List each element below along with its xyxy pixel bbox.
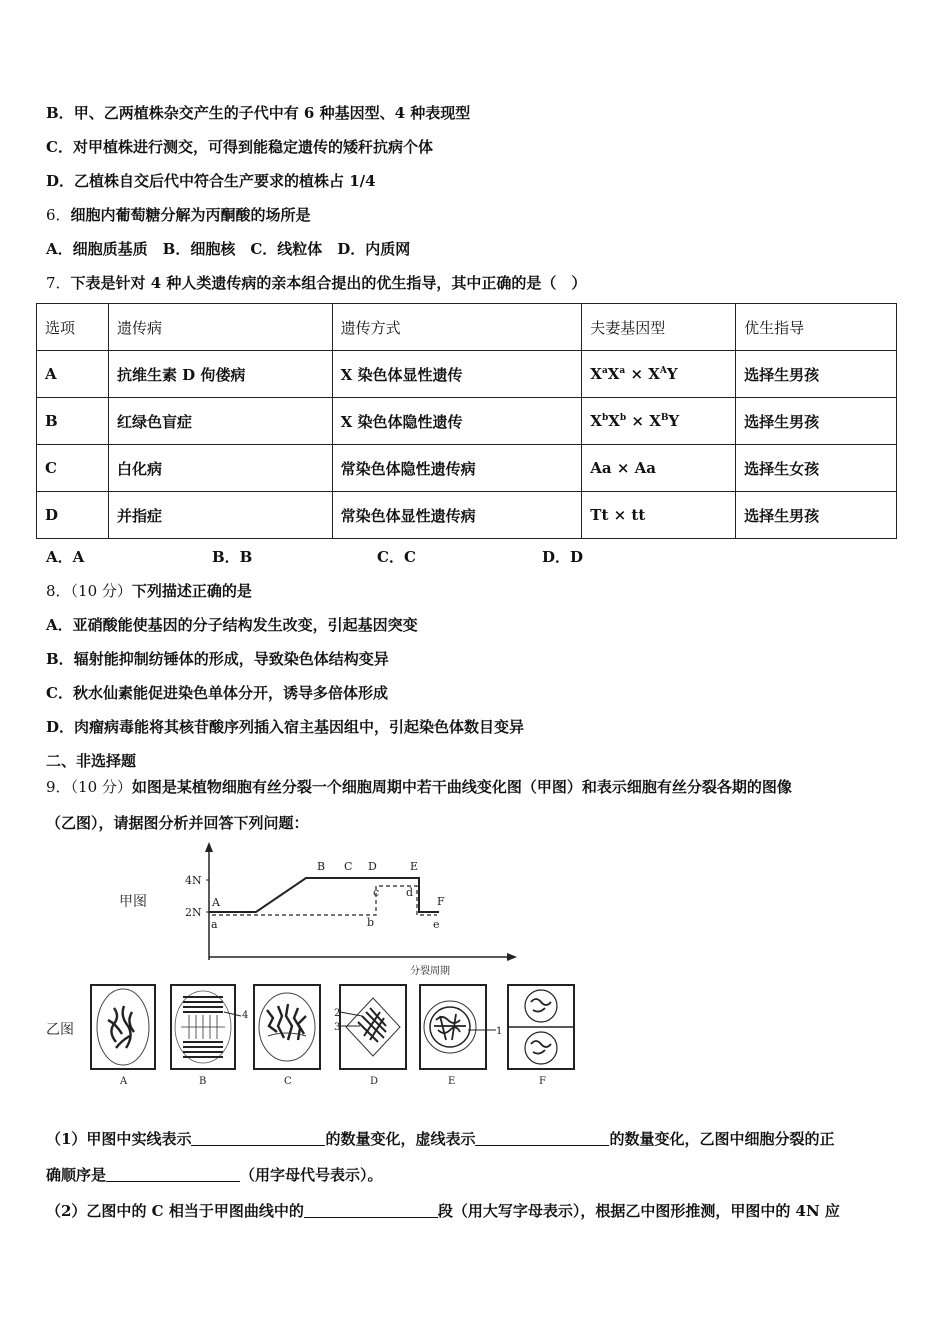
point-c: c [373,886,380,899]
q6-options: A．细胞质基质 B．细胞核 C．线粒体 D．内质网 [46,240,411,258]
cell-option: B [37,398,109,445]
point-d: d [406,886,414,899]
cell-label-d: D [370,1076,379,1087]
q8-stem: 8．（10 分）下列描述正确的是 [46,582,252,600]
jia-label: 甲图 [119,894,147,910]
cell-a [91,985,155,1069]
yi-label: 乙图 [46,1022,74,1038]
header-guide: 优生指导 [736,304,897,351]
point-D: D [368,860,377,873]
q7-stem: 7．下表是针对 4 种人类遗传病的亲本组合提出的优生指导，其中正确的是（ ） [46,274,587,292]
cell-guide: 选择生女孩 [736,445,897,492]
table-header-row [37,304,897,351]
cell-mode: X 染色体隐性遗传 [332,398,582,445]
q6-stem: 6．细胞内葡萄糖分解为丙酮酸的场所是 [46,206,311,224]
q5-option-c: C．对甲植株进行测交，可得到能稳定遗传的矮秆抗病个体 [46,138,433,156]
header-disease: 遗传病 [108,304,332,351]
point-e: e [433,918,440,931]
cell-number-2: 2 [334,1008,341,1019]
q7-answer-b: B．B [212,548,253,566]
cell-label-a: A [120,1076,128,1087]
q5-option-d: D．乙植株自交后代中符合生产要求的植株占 1/4 [46,172,376,190]
point-B: B [317,860,326,873]
table-row [37,492,897,539]
cell-option: A [37,351,109,398]
q8-option-a: A．亚硝酸能使基因的分子结构发生改变，引起基因突变 [46,616,418,634]
point-C: C [344,860,353,873]
point-E: E [410,860,419,873]
answer-blank[interactable] [191,1131,325,1146]
tick-4n: 4N [185,874,202,887]
cell-genotype: $X^bX^b \times X^BY$ [582,398,736,445]
cell-label-e: E [448,1076,456,1087]
q8-option-c: C．秋水仙素能促进染色单体分开，诱导多倍体形成 [46,684,388,702]
x-axis-label: 分裂周期 [410,966,450,977]
q9-figure [44,840,580,1090]
cell-mode: X 染色体显性遗传 [332,351,582,398]
cell-number-1: 1 [496,1026,503,1037]
cell-label-f: F [539,1076,546,1087]
q7-answer-a: A．A [46,548,85,566]
table-row [37,445,897,492]
cell-genotype: $X^aX^a \times X^AY$ [582,351,736,398]
cell-f [508,985,574,1069]
cell-b [171,985,235,1069]
cell-number-4: 4 [242,1010,249,1021]
tick-2n: 2N [185,906,202,919]
point-A: A [212,896,220,909]
q7-answer-d: D．D [542,548,584,566]
cell-disease: 抗维生素 D 佝偻病 [108,351,332,398]
cell-mode: 常染色体显性遗传病 [332,492,582,539]
cell-d [340,985,406,1069]
header-genotype: 夫妻基因型 [582,304,736,351]
q9-sub1-line1: （1）甲图中实线表示 的数量变化，虚线表示 的数量变化，乙图中细胞分裂的正 [46,1130,835,1148]
cell-option: C [37,445,109,492]
cell-disease: 白化病 [108,445,332,492]
answer-blank[interactable] [304,1203,438,1218]
cell-option: D [37,492,109,539]
header-option: 选项 [37,304,109,351]
table-row [37,398,897,445]
q9-stem-line2: （乙图），请据图分析并回答下列问题： [46,814,309,832]
cell-guide: 选择生男孩 [736,398,897,445]
cell-number-3: 3 [334,1022,341,1033]
q8-option-d: D．肉瘤病毒能将其核苷酸序列插入宿主基因组中，引起染色体数目变异 [46,718,525,736]
q9-sub1-line2: 确顺序是 （用字母代号表示）。 [46,1166,383,1184]
cell-disease: 并指症 [108,492,332,539]
q8-option-b: B．辐射能抑制纺锤体的形成，导致染色体结构变异 [46,650,389,668]
header-mode: 遗传方式 [332,304,582,351]
q5-option-b: B．甲、乙两植株杂交产生的子代中有 6 种基因型、4 种表现型 [46,104,471,122]
cell-genotype: Aa × Aa [582,445,736,492]
cell-e [420,985,496,1069]
point-F: F [437,895,445,908]
answer-blank[interactable] [475,1131,609,1146]
solid-curve [209,878,439,912]
q7-answer-c: C．C [377,548,416,566]
cell-label-b: B [199,1076,207,1087]
cell-guide: 选择生男孩 [736,492,897,539]
point-a: a [211,918,218,931]
cell-label-c: C [284,1076,292,1087]
section-heading: 二、非选择题 [46,752,137,770]
q9-sub2-line1: （2）乙图中的 C 相当于甲图曲线中的 段（用大写字母表示），根据乙中图形推测，甲图中的 4N 应 [46,1202,840,1220]
cell-guide: 选择生男孩 [736,351,897,398]
cell-genotype: Tt × tt [582,492,736,539]
cell-c [254,985,320,1069]
cell-mode: 常染色体隐性遗传病 [332,445,582,492]
point-b: b [367,916,375,929]
q7-table [36,303,897,539]
dashed-curve [212,886,437,915]
answer-blank[interactable] [106,1167,240,1182]
q9-stem-line1: 9．（10 分）如图是某植物细胞有丝分裂一个细胞周期中若干曲线变化图（甲图）和表示细胞有丝分裂各期的图像 [46,778,792,796]
cell-disease: 红绿色盲症 [108,398,332,445]
table-row [37,351,897,398]
